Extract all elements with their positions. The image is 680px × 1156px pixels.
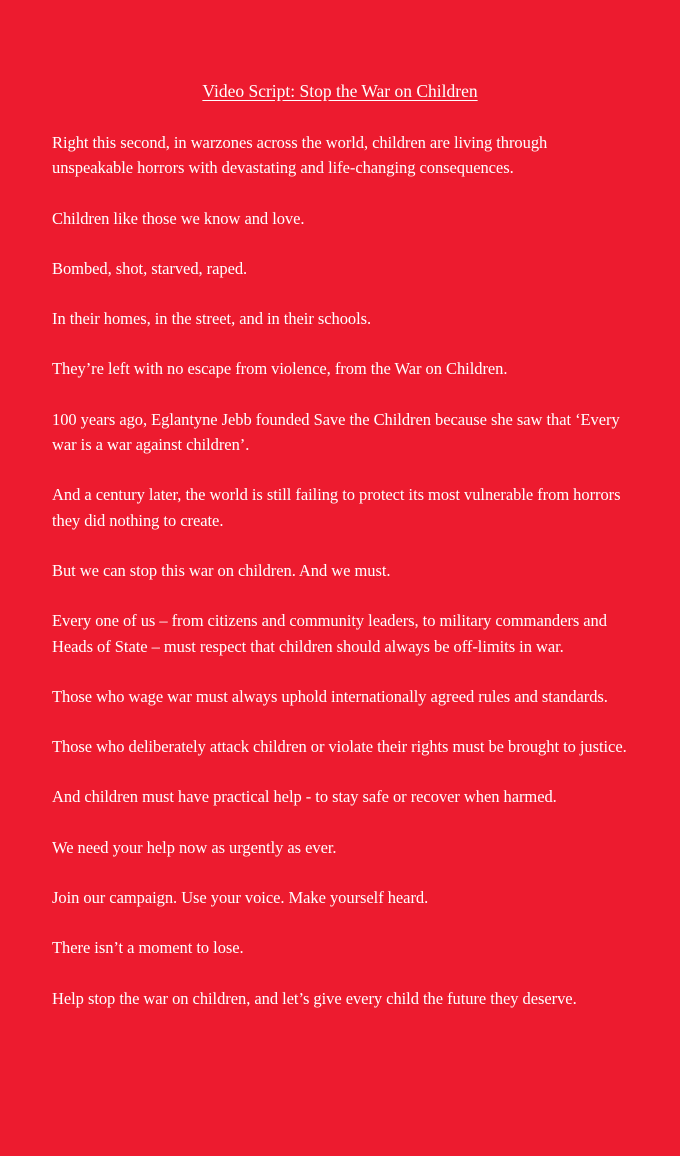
script-paragraph: And children must have practical help - to stay safe or recover when harmed. bbox=[52, 787, 557, 807]
script-paragraph: Bombed, shot, starved, raped. bbox=[52, 258, 248, 278]
script-paragraph: Those who wage war must always uphold internationally agreed rules and standards. bbox=[52, 686, 608, 706]
script-paragraph: And a century later, the world is still failing to protect its most vulnerable from horrors they did nothing to create. bbox=[52, 485, 621, 530]
script-paragraph: But we can stop this war on children. And we must. bbox=[52, 560, 391, 580]
script-paragraph: We need your help now as urgently as ever. bbox=[52, 837, 337, 857]
script-paragraph: There isn’t a moment to lose. bbox=[52, 938, 244, 958]
script-paragraph: In their homes, in the street, and in their schools. bbox=[52, 309, 372, 329]
script-paragraph: They’re left with no escape from violence, from the War on Children. bbox=[52, 359, 508, 379]
script-paragraph: Right this second, in warzones across the world, children are living through unspeakable horrors with devastating and life-changing consequences. bbox=[52, 133, 548, 178]
script-paragraph: Children like those we know and love. bbox=[52, 208, 305, 228]
script-paragraph: Help stop the war on children, and let’s give every child the future they deserve. bbox=[52, 988, 577, 1008]
page-title: Video Script: Stop the War on Children bbox=[202, 81, 478, 101]
script-paragraph: Those who deliberately attack children or violate their rights must be brought to justice. bbox=[52, 737, 627, 757]
script-paragraph: Every one of us – from citizens and community leaders, to military commanders and Heads of State – must respect that children should always be off-limits in war. bbox=[52, 611, 607, 656]
script-paragraph: Join our campaign. Use your voice. Make yourself heard. bbox=[52, 888, 429, 908]
script-paragraph: 100 years ago, Eglantyne Jebb founded Save the Children because she saw that ‘Every war is a war against children’. bbox=[52, 409, 620, 455]
